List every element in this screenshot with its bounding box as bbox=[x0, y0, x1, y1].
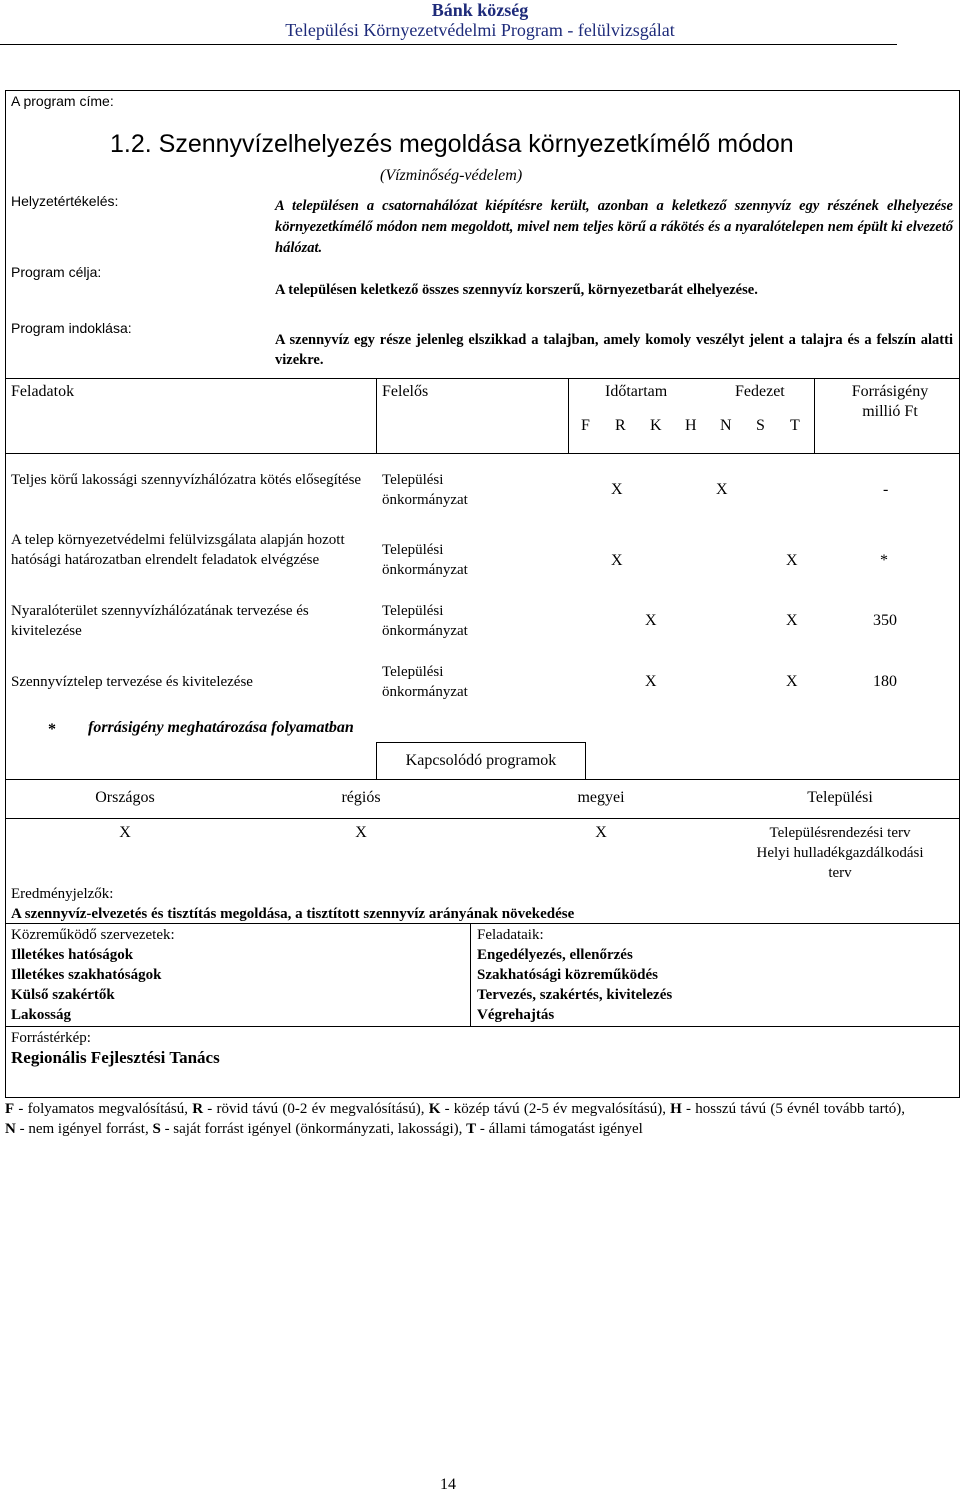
funding-row-3: 350 bbox=[873, 612, 897, 629]
document-title: Bánk község bbox=[431, 0, 529, 20]
responsible-row-1: Települési önkormányzat bbox=[382, 472, 468, 508]
document-subtitle: Települési Környezetvédelmi Program - felülvizsgálat bbox=[285, 20, 675, 40]
header-duration: Időtartam bbox=[605, 383, 668, 400]
task-row-2: A telep környezetvédelmi felülvizsgálata alapján hozott hatósági határozatban elrendelt feladatok elvégzése bbox=[11, 532, 345, 568]
tasks-label: Feladataik: bbox=[477, 927, 544, 943]
mark1-row-4: X bbox=[645, 673, 657, 690]
mark2-row-4: X bbox=[786, 673, 798, 690]
funding-row-2: * bbox=[880, 552, 888, 569]
related-regional-value: X bbox=[355, 824, 367, 841]
header-rule bbox=[0, 44, 897, 45]
results-bottom-divider bbox=[5, 1026, 960, 1027]
related-county-value: X bbox=[595, 824, 607, 841]
mark2-row-1: X bbox=[716, 481, 728, 498]
funding-row-4: 180 bbox=[873, 673, 897, 690]
contributor-task-4: Végrehajtás bbox=[477, 1007, 555, 1023]
contributors-label: Közreműködő szervezetek: bbox=[11, 927, 175, 943]
related-national-value: X bbox=[119, 824, 131, 841]
header-funding: Forrásigény millió Ft bbox=[851, 383, 929, 420]
program-subtitle: (Vízminőség-védelem) bbox=[380, 167, 523, 184]
legend-text-r: - rövid távú (0-2 év megvalósítású), bbox=[203, 1101, 429, 1117]
related-local-line-1: Településrendezési terv bbox=[769, 825, 911, 841]
legend-text-f: - folyamatos megvalósítású, bbox=[14, 1101, 193, 1117]
related-col-regional: régiós bbox=[341, 789, 381, 806]
task-row-1: Teljes körű lakossági szennyvízhálózatra kötés elősegítése bbox=[11, 472, 362, 488]
mark1-row-3: X bbox=[645, 612, 657, 629]
code-n: N bbox=[720, 417, 732, 434]
header-coverage: Fedezet bbox=[735, 383, 785, 400]
label-goal: Program célja: bbox=[11, 264, 102, 280]
related-col-local: Települési bbox=[807, 789, 873, 806]
source-label: Forrástérkép: bbox=[11, 1030, 91, 1046]
related-local-line-2: Helyi hulladékgazdálkodási bbox=[756, 845, 924, 861]
responsible-row-2: Települési önkormányzat bbox=[382, 542, 468, 578]
contributor-task-3: Tervezés, szakértés, kivitelezés bbox=[477, 987, 673, 1003]
contributor-3: Külső szakértők bbox=[11, 987, 115, 1003]
contributor-2: Illetékes szakhatóságok bbox=[11, 967, 162, 983]
footnote-text: forrásigény meghatározása folyamatban bbox=[88, 719, 354, 736]
source-text: Regionális Fejlesztési Tanács bbox=[11, 1048, 220, 1067]
legend-key-r: R bbox=[192, 1101, 204, 1117]
mark2-row-2: X bbox=[786, 552, 798, 569]
responsible-row-3: Települési önkormányzat bbox=[382, 603, 468, 639]
header-responsible: Felelős bbox=[382, 383, 429, 400]
legend-key-k: K bbox=[428, 1101, 441, 1117]
mark1-row-2: X bbox=[611, 552, 623, 569]
legend-text-s: - saját forrást igényel (önkormányzati, lakossági), bbox=[160, 1121, 467, 1137]
legend-text-t: - állami támogatást igényel bbox=[476, 1121, 643, 1137]
code-k: K bbox=[650, 417, 662, 434]
label-program-name: A program címe: bbox=[11, 93, 114, 109]
related-local-line-3: terv bbox=[828, 865, 852, 881]
mark1-row-1: X bbox=[611, 481, 623, 498]
mark2-row-3: X bbox=[786, 612, 798, 629]
legend-text-n: - nem igényel forrást, bbox=[15, 1121, 153, 1137]
contributor-1: Illetékes hatóságok bbox=[11, 947, 134, 963]
legend-key-n: N bbox=[5, 1121, 16, 1137]
task-row-4: Szennyvíztelep tervezése és kivitelezése bbox=[11, 674, 253, 690]
task-row-3: Nyaralóterület szennyvízhálózatának tervezése és kivitelezése bbox=[11, 603, 309, 639]
legend bbox=[5, 1099, 905, 1139]
indicators-label: Eredményjelzők: bbox=[11, 886, 114, 902]
code-t: T bbox=[790, 417, 800, 434]
code-r: R bbox=[615, 417, 626, 434]
legend-key-s: S bbox=[152, 1121, 161, 1137]
related-title: Kapcsolódó programok bbox=[405, 752, 557, 769]
legend-key-f: F bbox=[5, 1101, 15, 1117]
goal-text: A településen keletkező összes szennyvíz korszerű, környezetbarát elhelyezése. bbox=[275, 282, 758, 298]
code-s: S bbox=[756, 417, 765, 434]
legend-key-h: H bbox=[670, 1101, 682, 1117]
results-vertical-divider bbox=[470, 923, 471, 1026]
funding-row-1: - bbox=[883, 481, 889, 498]
justification-text: A szennyvíz egy része jelenleg elszikkad a talajban, amely komoly veszélyt jelent a talajra és a felszín alatti vizekre. bbox=[275, 332, 953, 368]
related-col-national: Országos bbox=[95, 789, 155, 806]
related-col-county: megyei bbox=[577, 789, 625, 806]
responsible-row-4: Települési önkormányzat bbox=[382, 664, 468, 700]
results-divider bbox=[5, 923, 960, 924]
code-h: H bbox=[685, 417, 697, 434]
situation-text: A településen a csatornahálózat kiépítésre került, azonban a keletkező szennyvíz egy részének elhelyezése környezetkímélő módon nem megoldott, mivel nem teljes körű a rákötés és a nyaralótelepen nem épült ki elvezető hálózat. bbox=[275, 198, 953, 256]
indicators-text: A szennyvíz-elvezetés és tisztítás megoldása, a tisztított szennyvíz arányának növekedése bbox=[11, 906, 575, 922]
contributor-task-1: Engedélyezés, ellenőrzés bbox=[477, 947, 633, 963]
legend-text-h: - hosszú távú (5 évnél tovább tartó), bbox=[681, 1101, 905, 1117]
code-f: F bbox=[581, 417, 590, 434]
header-tasks: Feladatok bbox=[11, 383, 75, 400]
contributor-4: Lakosság bbox=[11, 1007, 72, 1023]
program-title: 1.2. Szennyvízelhelyezés megoldása környezetkímélő módon bbox=[110, 130, 794, 158]
contributor-task-2: Szakhatósági közreműködés bbox=[477, 967, 658, 983]
legend-text-k: - közép távú (2-5 év megvalósítású), bbox=[440, 1101, 671, 1117]
page-number: 14 bbox=[440, 1476, 456, 1493]
legend-key-t: T bbox=[466, 1121, 477, 1137]
label-situation: Helyzetértékelés: bbox=[11, 193, 119, 209]
footnote-star: * bbox=[48, 721, 56, 738]
label-justification: Program indoklása: bbox=[11, 320, 132, 336]
